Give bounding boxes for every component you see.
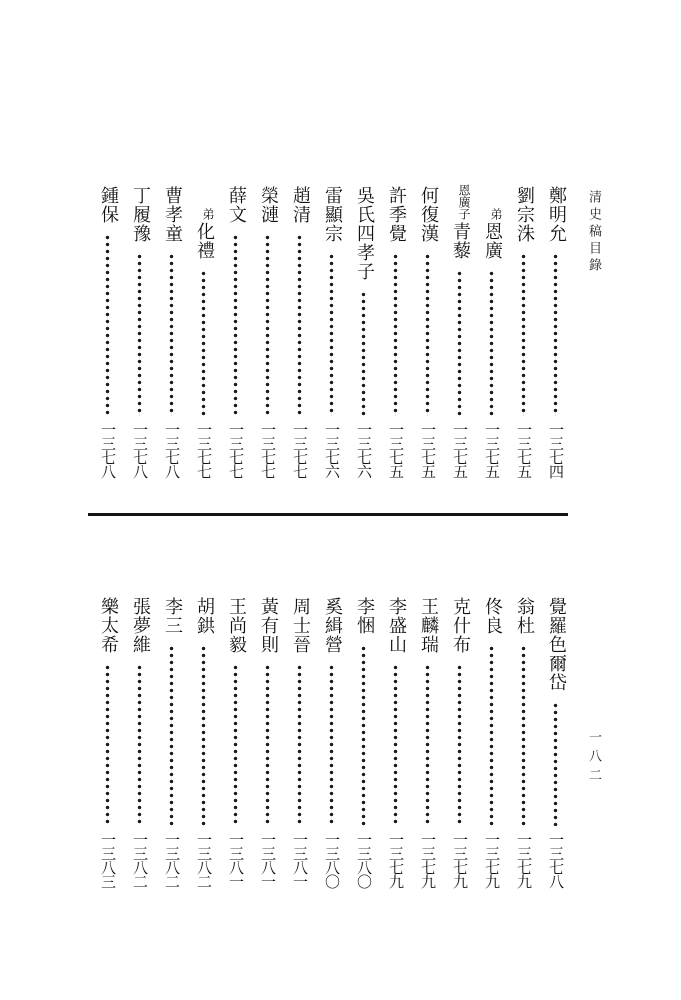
entry-name: 覺羅色爾岱 xyxy=(546,597,567,692)
entry-page-number: 一三七四 xyxy=(547,422,565,478)
entry-name: 何復漢 xyxy=(418,186,439,243)
dotted-leader xyxy=(393,664,398,826)
entry-name: 黃有則 xyxy=(258,597,279,654)
dotted-leader xyxy=(489,645,494,826)
entry-page-number: 一三七八 xyxy=(547,832,565,888)
dotted-leader xyxy=(169,645,174,826)
toc-entry xyxy=(288,0,312,1000)
entry-name: 榮漣 xyxy=(258,186,279,224)
toc-entry xyxy=(96,0,120,1000)
entry-page-number: 一三七八 xyxy=(99,422,117,478)
entry-page-number: 一三八一 xyxy=(259,832,277,888)
entry-name: 佟良 xyxy=(482,597,503,635)
dotted-leader xyxy=(521,645,526,826)
entry-page-number: 一三八二 xyxy=(195,832,213,888)
dotted-leader xyxy=(265,664,270,826)
entry-page-number: 一三七七 xyxy=(195,422,213,478)
dotted-leader xyxy=(553,702,558,826)
dotted-leader xyxy=(201,645,206,826)
dotted-leader xyxy=(297,664,302,826)
dotted-leader xyxy=(425,664,430,826)
entry-page-number: 一三七七 xyxy=(291,422,309,478)
entry-page-number: 一三七七 xyxy=(259,422,277,478)
toc-entry xyxy=(320,0,344,1000)
entry-page-number: 一三八一 xyxy=(227,832,245,888)
entry-page-number: 一三七七 xyxy=(227,422,245,478)
entry-page-number: 一三七五 xyxy=(451,422,469,478)
toc-entry xyxy=(512,0,536,1000)
entry-page-number: 一三七六 xyxy=(355,422,373,478)
entry-name: 趙清 xyxy=(290,186,311,224)
entry-page-number: 一三七九 xyxy=(419,832,437,888)
entry-page-number: 一三八二 xyxy=(131,832,149,888)
entry-name: 周士晉 xyxy=(290,597,311,654)
entry-name: 劉宗洙 xyxy=(514,186,535,243)
entry-page-number: 一三七六 xyxy=(323,422,341,478)
entry-name: 曹孝童 xyxy=(162,186,183,243)
entry-page-number: 一三八三 xyxy=(99,832,117,888)
entry-name: 丁履豫 xyxy=(130,186,151,243)
entry-relation-prefix: 弟 xyxy=(201,208,215,220)
dotted-leader xyxy=(105,664,110,826)
entry-name: 王尚毅 xyxy=(226,597,247,654)
entry-name: 樂太希 xyxy=(98,597,119,654)
entry-name: 雷顯宗 xyxy=(322,186,343,243)
entry-page-number: 一三七五 xyxy=(387,422,405,478)
toc-entry xyxy=(224,0,248,1000)
toc-entry xyxy=(352,0,376,1000)
entry-name: 鄭明允 xyxy=(546,186,567,243)
toc-entry xyxy=(256,0,280,1000)
entry-relation-prefix: 弟 xyxy=(489,208,503,220)
entry-name: 吳氏四孝子 xyxy=(354,186,375,281)
entry-page-number: 一三八二 xyxy=(163,832,181,888)
entry-page-number: 一三七五 xyxy=(419,422,437,478)
entry-relation-prefix: 恩廣子 xyxy=(457,184,471,220)
toc-entry xyxy=(480,0,504,1000)
entry-name: 化禮 xyxy=(194,222,215,260)
entry-page-number: 一三七五 xyxy=(483,422,501,478)
entry-name: 奚緝營 xyxy=(322,597,343,654)
entry-name: 恩廣 xyxy=(482,222,503,260)
entry-name: 翁杜 xyxy=(514,597,535,635)
dotted-leader xyxy=(137,664,142,826)
running-title: 清史稿目錄 xyxy=(586,190,601,275)
entry-page-number: 一三七九 xyxy=(387,832,405,888)
toc-entry xyxy=(128,0,152,1000)
entry-name: 李盛山 xyxy=(386,597,407,654)
entry-name: 鍾保 xyxy=(98,186,119,224)
entry-page-number: 一三八〇 xyxy=(323,832,341,888)
entry-name: 胡鉷 xyxy=(194,597,215,635)
entry-name: 李三 xyxy=(162,597,183,635)
toc-entry xyxy=(384,0,408,1000)
entry-page-number: 一三八〇 xyxy=(355,832,373,888)
entry-name: 許季覺 xyxy=(386,186,407,243)
entry-name: 張夢維 xyxy=(130,597,151,654)
dotted-leader xyxy=(457,664,462,826)
page-number: 一八二 xyxy=(586,730,601,787)
toc-entry xyxy=(160,0,184,1000)
entry-page-number: 一三七五 xyxy=(515,422,533,478)
toc-entry xyxy=(448,0,472,1000)
entry-page-number: 一三七九 xyxy=(451,832,469,888)
entry-page-number: 一三七八 xyxy=(131,422,149,478)
toc-entry xyxy=(416,0,440,1000)
entry-name: 李悃 xyxy=(354,597,375,635)
entry-page-number: 一三八一 xyxy=(291,832,309,888)
toc-entry xyxy=(192,0,216,1000)
entry-page-number: 一三七八 xyxy=(163,422,181,478)
entry-name: 克什布 xyxy=(450,597,471,654)
toc-entry xyxy=(544,0,568,1000)
dotted-leader xyxy=(329,664,334,826)
dotted-leader xyxy=(233,664,238,826)
entry-name: 青藜 xyxy=(450,222,471,260)
dotted-leader xyxy=(361,645,366,826)
entry-name: 王麟瑞 xyxy=(418,597,439,654)
entry-name: 薛文 xyxy=(226,186,247,224)
entry-page-number: 一三七九 xyxy=(483,832,501,888)
entry-page-number: 一三七九 xyxy=(515,832,533,888)
